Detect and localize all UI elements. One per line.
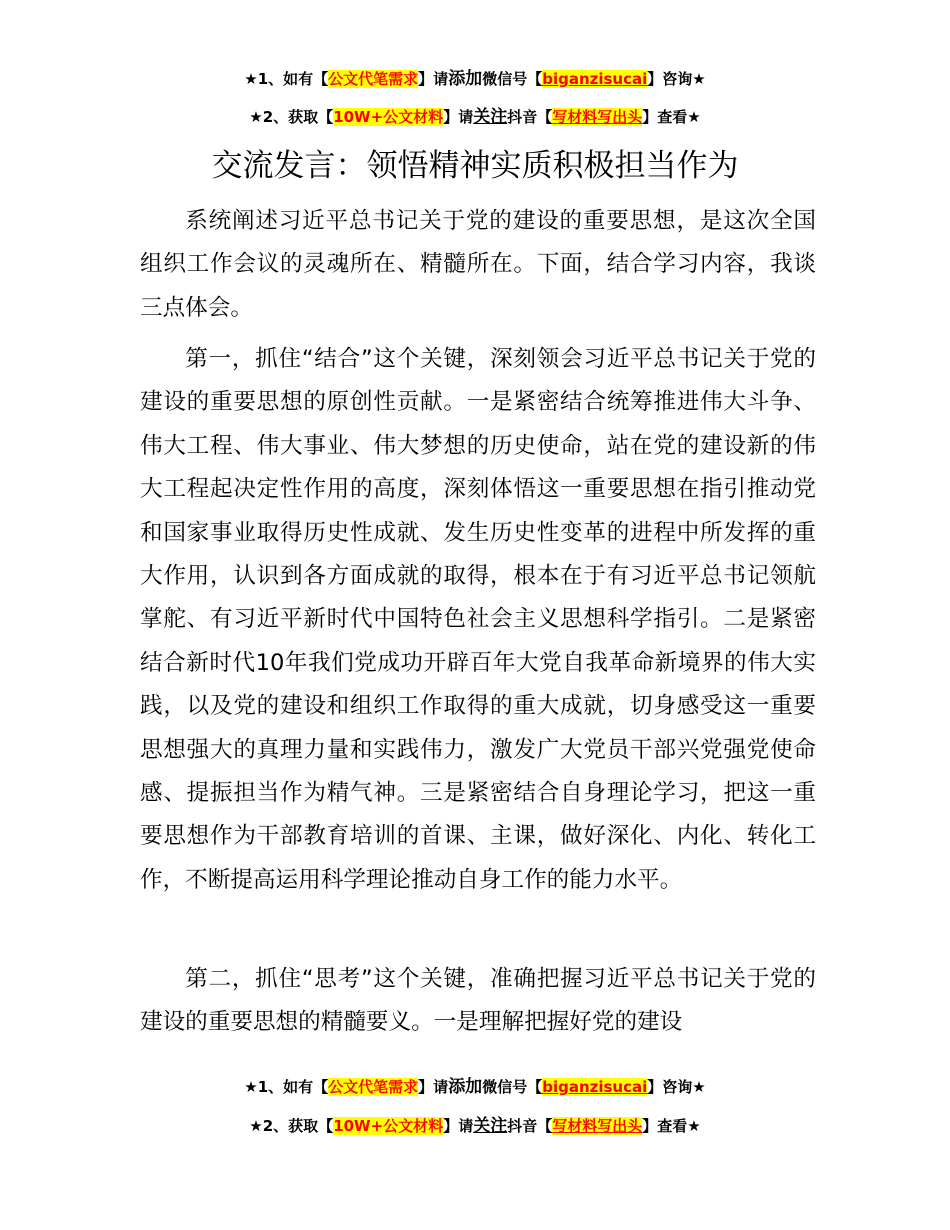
highlight-service: 公文代笔需求: [328, 1078, 419, 1096]
douyin-account-link[interactable]: 写材料写出头: [552, 108, 643, 126]
banner-text: 】请: [418, 70, 449, 88]
promo-banner-top-line1: [0, 69, 950, 89]
banner-text: 】请: [443, 1117, 474, 1135]
banner-emphasis: 关注: [473, 1116, 508, 1136]
banner-text: ★1、如有【: [244, 1078, 329, 1096]
promo-banner-bottom-line2: [0, 1116, 950, 1136]
highlight-service: 公文代笔需求: [328, 70, 419, 88]
banner-emphasis: 添加: [448, 69, 483, 89]
banner-text: 抖音【: [507, 108, 553, 126]
banner-text: 微信号【: [482, 70, 543, 88]
paragraph-second-point: 第二，抓住“思考”这个关键，准确把握习近平总书记关于党的建设的重要思想的精髓要义。一是理解把握好党的建设: [140, 966, 816, 1036]
banner-text: 抖音【: [507, 1117, 553, 1135]
banner-text: 】咨询★: [647, 70, 706, 88]
banner-text: 】查看★: [642, 108, 701, 126]
banner-text: 】请: [443, 108, 474, 126]
promo-banner-bottom-line1: [0, 1077, 950, 1097]
banner-text: ★2、获取【: [249, 1117, 334, 1135]
highlight-materials: 10W+公文材料: [333, 1117, 444, 1135]
banner-emphasis: 添加: [448, 1077, 483, 1097]
wechat-id-link[interactable]: biganzisucai: [542, 70, 648, 88]
banner-text: ★1、如有【: [244, 70, 329, 88]
highlight-materials: 10W+公文材料: [333, 108, 444, 126]
promo-banner-top-line2: [0, 107, 950, 127]
banner-text: 微信号【: [482, 1078, 543, 1096]
banner-text: 】咨询★: [647, 1078, 706, 1096]
wechat-id-link[interactable]: biganzisucai: [542, 1078, 648, 1096]
douyin-account-link[interactable]: 写材料写出头: [552, 1117, 643, 1135]
paragraph-intro: 系统阐述习近平总书记关于党的建设的重要思想，是这次全国组织工作会议的灵魂所在、精髓所在。下面，结合学习内容，我谈三点体会。: [140, 208, 816, 321]
banner-text: ★2、获取【: [249, 108, 334, 126]
paragraph-first-point: 第一，抓住“结合”这个关键，深刻领会习近平总书记关于党的建设的重要思想的原创性贡献。一是紧密结合统筹推进伟大斗争、伟大工程、伟大事业、伟大梦想的历史使命，站在党的建设新的伟大工程起决定性作用的高度，深刻体悟这一重要思想在指引推动党和国家事业取得历史性成就、发生历史性变革的进程中所发挥的重大作用，认识到各方面成就的取得，根本在于有习近平总书记领航掌舵、有习近平新时代中国特色社会主义思想科学指引。二是紧密结合新时代10年我们党成功开辟百年大党自我革命新境界的伟大实践，以及党的建设和组织工作取得的重大成就，切身感受这一重要思想强大的真理力量和实践伟力，激发广大党员干部兴党强党使命感、提振担当作为精气神。三是紧密结合自身理论学习，把这一重要思想作为干部教育培训的首课、主课，做好深化、内化、转化工作，不断提高运用科学理论推动自身工作的能力水平。: [140, 346, 816, 893]
banner-text: 】查看★: [642, 1117, 701, 1135]
document-title: 交流发言：领悟精神实质积极担当作为: [211, 148, 739, 184]
banner-emphasis: 关注: [473, 107, 508, 127]
banner-text: 】请: [418, 1078, 449, 1096]
